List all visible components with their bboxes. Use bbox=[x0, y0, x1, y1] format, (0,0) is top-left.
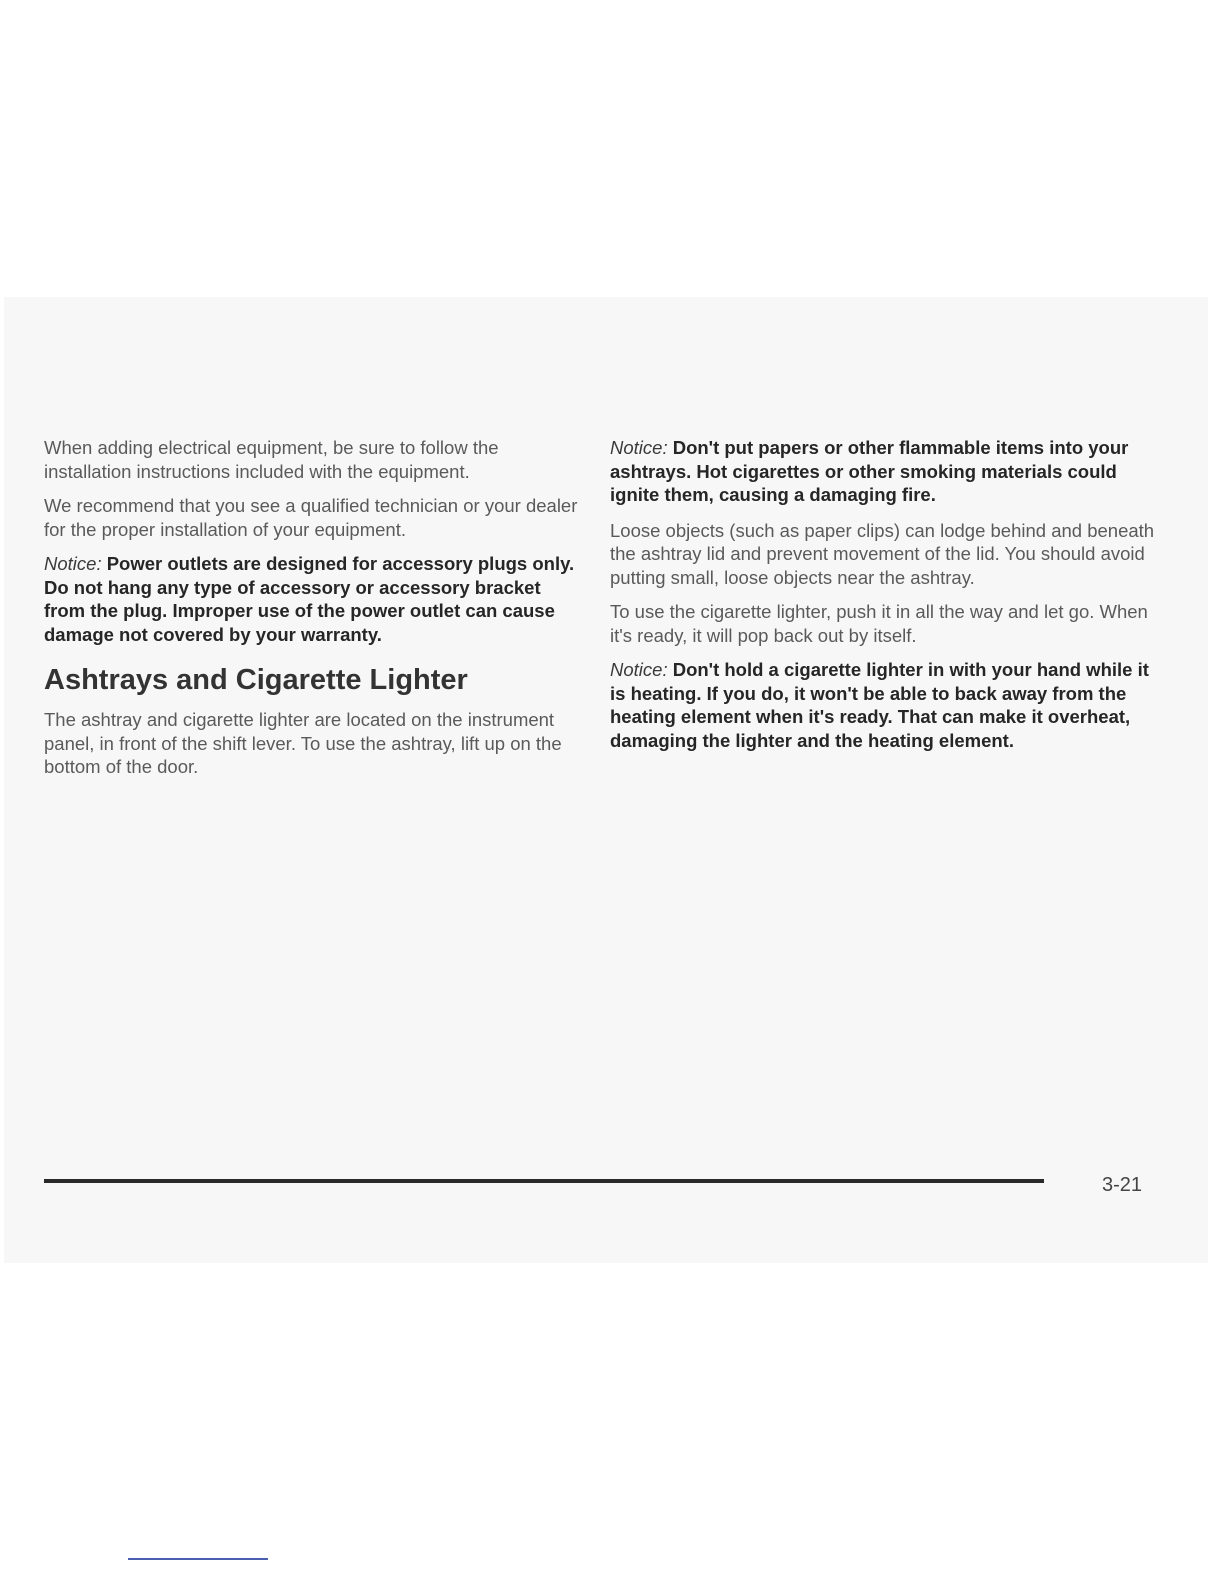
technician-paragraph: We recommend that you see a qualified technician or your dealer for the proper installation of your equipment. bbox=[44, 495, 578, 540]
left-column bbox=[44, 436, 584, 790]
section-heading: Ashtrays and Cigarette Lighter bbox=[44, 664, 468, 696]
notice-label: Notice: bbox=[610, 659, 668, 680]
lighter-heating-notice bbox=[610, 658, 1160, 752]
footer-rule bbox=[44, 1179, 1044, 1183]
page-number: 3-21 bbox=[1102, 1174, 1143, 1196]
notice-label: Notice: bbox=[610, 437, 668, 458]
loose-objects-paragraph: Loose objects (such as paper clips) can lodge behind and beneath the ashtray lid and prevent movement of the lid. You should avoid putting small, loose objects near the ashtray. bbox=[610, 519, 1155, 588]
right-column bbox=[610, 436, 1160, 764]
notice-text: Don't put papers or other flammable items into your ashtrays. Hot cigarettes or other smoking materials could ignite them, causing a damaging fire. bbox=[610, 437, 1129, 505]
equipment-instructions-paragraph: When adding electrical equipment, be sure to follow the installation instructions included with the equipment. bbox=[44, 437, 499, 482]
notice-label: Notice: bbox=[44, 553, 102, 574]
notice-text: Power outlets are designed for accessory plugs only. Do not hang any type of accessory or accessory bracket from the plug. Improper use of the power outlet can cause damage not covered by your warranty. bbox=[44, 553, 575, 645]
ashtray-location-paragraph: The ashtray and cigarette lighter are located on the instrument panel, in front of the shift lever. To use the ashtray, lift up on the bottom of the door. bbox=[44, 709, 562, 777]
flammable-items-notice bbox=[610, 436, 1160, 507]
lighter-usage-paragraph: To use the cigarette lighter, push it in all the way and let go. When it's ready, it will pop back out by itself. bbox=[610, 601, 1148, 646]
notice-text: Don't hold a cigarette lighter in with your hand while it is heating. If you do, it won't be able to back away from the heating element when it's ready. That can make it overheat, damaging the lighter and the heating element. bbox=[610, 659, 1149, 751]
footer-link-line bbox=[128, 1558, 268, 1560]
power-outlet-notice bbox=[44, 552, 584, 646]
